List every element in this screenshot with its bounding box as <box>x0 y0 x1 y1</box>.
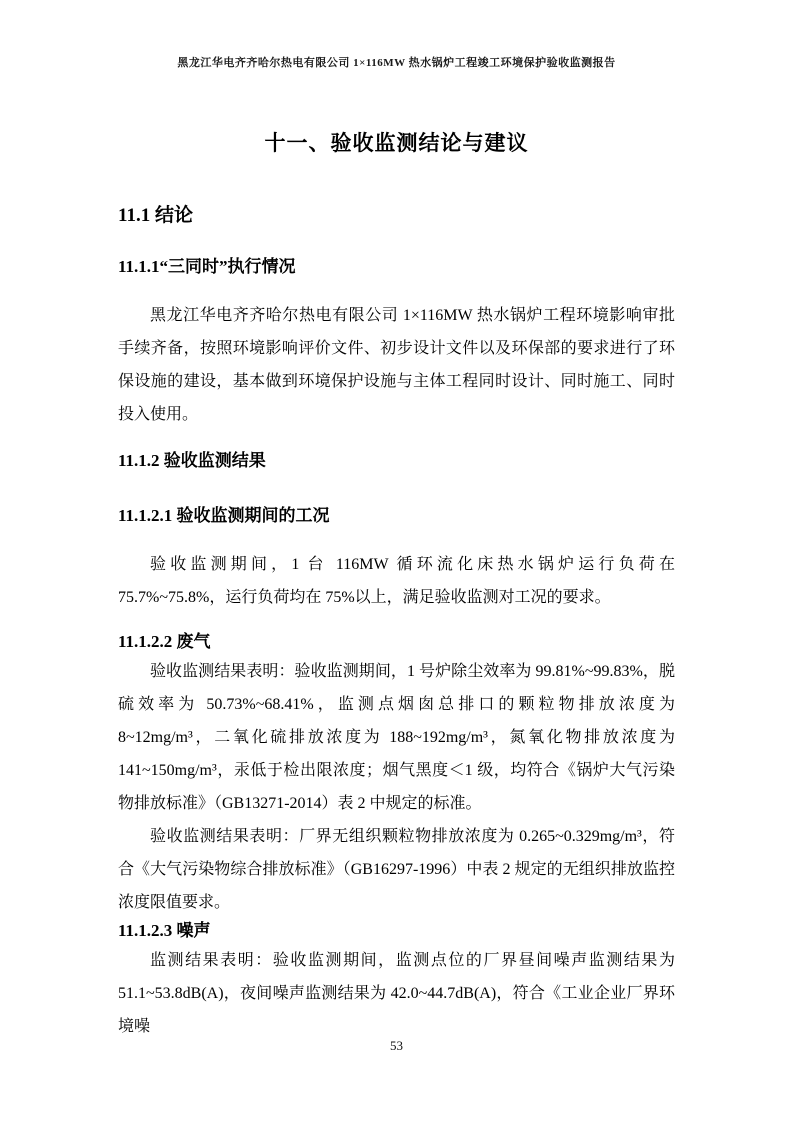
running-header: 黑龙江华电齐齐哈尔热电有限公司 1×116MW 热水锅炉工程竣工环境保护验收监测报告 <box>177 57 616 69</box>
page-content <box>118 130 675 1043</box>
chapter-title: 十一、验收监测结论与建议 <box>264 132 529 155</box>
paragraph-three-simultaneous: 黑龙江华电齐齐哈尔热电有限公司 1×116MW 热水锅炉工程环境影响审批手续齐备，按照环境影响评价文件、初步设计文件以及环保部的要求进行了环保设施的建设，基本做到环境保护设施与主体工程同时设计、同时施工、同时投入使用。 <box>118 307 675 423</box>
section-heading-11-1-2-1: 11.1.2.1 验收监测期间的工况 <box>118 506 330 525</box>
paragraph-waste-gas-stack: 验收监测结果表明：验收监测期间，1 号炉除尘效率为 99.81%~99.83%，脱硫效率为 50.73%~68.41%，监测点烟囱总排口的颗粒物排放浓度为 8~12mg/m³，二氧化硫排放浓度为 188~192mg/m³，氮氧化物排放浓度为 141~150mg/m³，汞低于检出限浓度；烟气黑度＜1 级，均符合《锅炉大气污染物排放标准》（GB13271-2014）表 2 中规定的标准。 <box>118 663 675 812</box>
paragraph-waste-gas-fugitive: 验收监测结果表明：厂界无组织颗粒物排放浓度为 0.265~0.329mg/m³，符合《大气污染物综合排放标准》（GB16297-1996）中表 2 规定的无组织排放监控浓度限值要求。 <box>118 828 675 911</box>
section-heading-11-1-2-2: 11.1.2.2 废气 <box>118 632 211 651</box>
paragraph-working-conditions: 验收监测期间，1 台 116MW 循环流化床热水锅炉运行负荷在 75.7%~75.8%，运行负荷均在 75%以上，满足验收监测对工况的要求。 <box>118 556 675 606</box>
section-heading-11-1-1: 11.1.1“三同时”执行情况 <box>118 257 296 276</box>
section-heading-11-1-2: 11.1.2 验收监测结果 <box>118 451 266 470</box>
paragraph-noise: 监测结果表明：验收监测期间，监测点位的厂界昼间噪声监测结果为 51.1~53.8dB(A)，夜间噪声监测结果为 42.0~44.7dB(A)，符合《工业企业厂界环境噪 <box>118 952 675 1035</box>
section-heading-11-1: 11.1 结论 <box>118 205 193 226</box>
section-heading-11-1-2-3: 11.1.2.3 噪声 <box>118 921 211 940</box>
page-number: 53 <box>390 1038 403 1053</box>
